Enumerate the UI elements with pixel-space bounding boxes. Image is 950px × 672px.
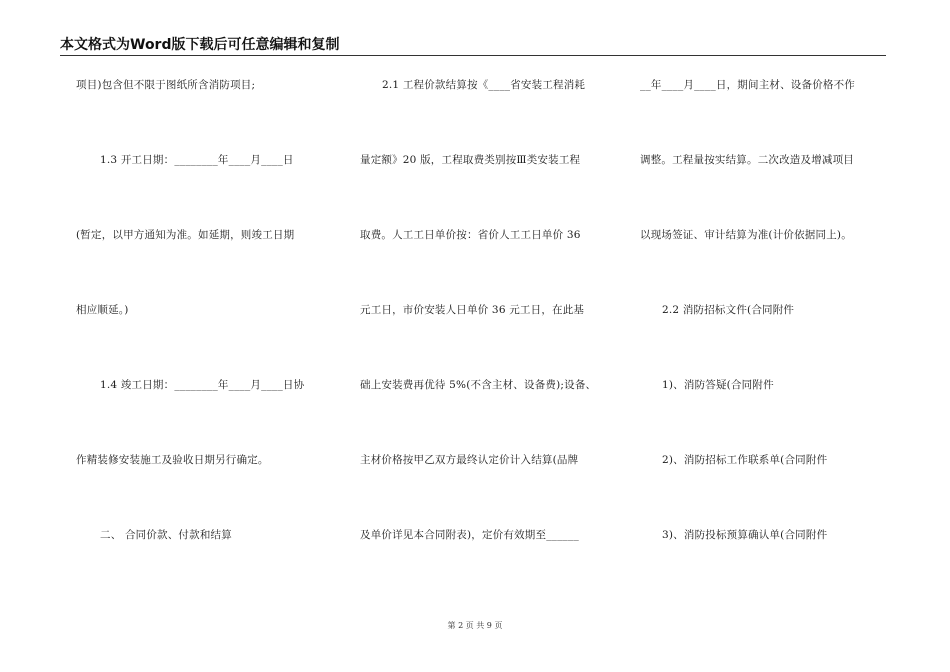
text-line: 作精装修安装施工及验收日期另行确定。 xyxy=(76,454,269,466)
text-line: 2)、消防招标工作联系单(合同附件 xyxy=(662,454,828,466)
text-line: 项目)包含但不限于图纸所含消防项目; xyxy=(76,79,256,91)
page-number: 第 2 页 共 9 页 xyxy=(447,621,503,630)
section-heading: 二、 合同价款、付款和结算 xyxy=(100,529,232,541)
text-line: 1.4 竣工日期：________年____月____日协 xyxy=(100,379,305,391)
text-line: (暂定，以甲方通知为准。如延期，则竣工日期 xyxy=(76,229,295,241)
text-line: 2.1 工程价款结算按《____省安装工程消耗 xyxy=(382,79,586,91)
text-line: 主材价格按甲乙双方最终认定价计入结算(品牌 xyxy=(360,454,579,466)
text-line: 量定额》20 版，工程取费类别按Ⅲ类安装工程 xyxy=(360,154,581,166)
text-line: 1)、消防答疑(合同附件 xyxy=(662,379,774,391)
page-header xyxy=(60,36,886,54)
text-line: __年____月____日，期间主材、设备价格不作 xyxy=(640,79,855,91)
text-line: 取费。人工工日单价按：省价人工工日单价 36 xyxy=(360,229,581,241)
text-line: 元工日，市价安装人日单价 36 元工日，在此基 xyxy=(360,304,585,316)
header-title: 本文格式为Word版下载后可任意编辑和复制 xyxy=(60,37,340,53)
header-divider xyxy=(60,55,886,56)
text-line: 及单价详见本合同附表)，定价有效期至______ xyxy=(360,529,579,541)
text-line: 相应顺延。) xyxy=(76,304,129,316)
text-line: 以现场签证、审计结算为准(计价依据同上)。 xyxy=(640,229,852,241)
text-line: 础上安装费再优待 5%(不含主材、设备费);设备、 xyxy=(360,379,597,391)
text-line: 调整。工程量按实结算。二次改造及增减项目 xyxy=(640,154,854,166)
text-line: 1.3 开工日期：________年____月____日 xyxy=(100,154,294,166)
text-line: 3)、消防投标预算确认单(合同附件 xyxy=(662,529,828,541)
text-line: 2.2 消防招标文件(合同附件 xyxy=(662,304,795,316)
